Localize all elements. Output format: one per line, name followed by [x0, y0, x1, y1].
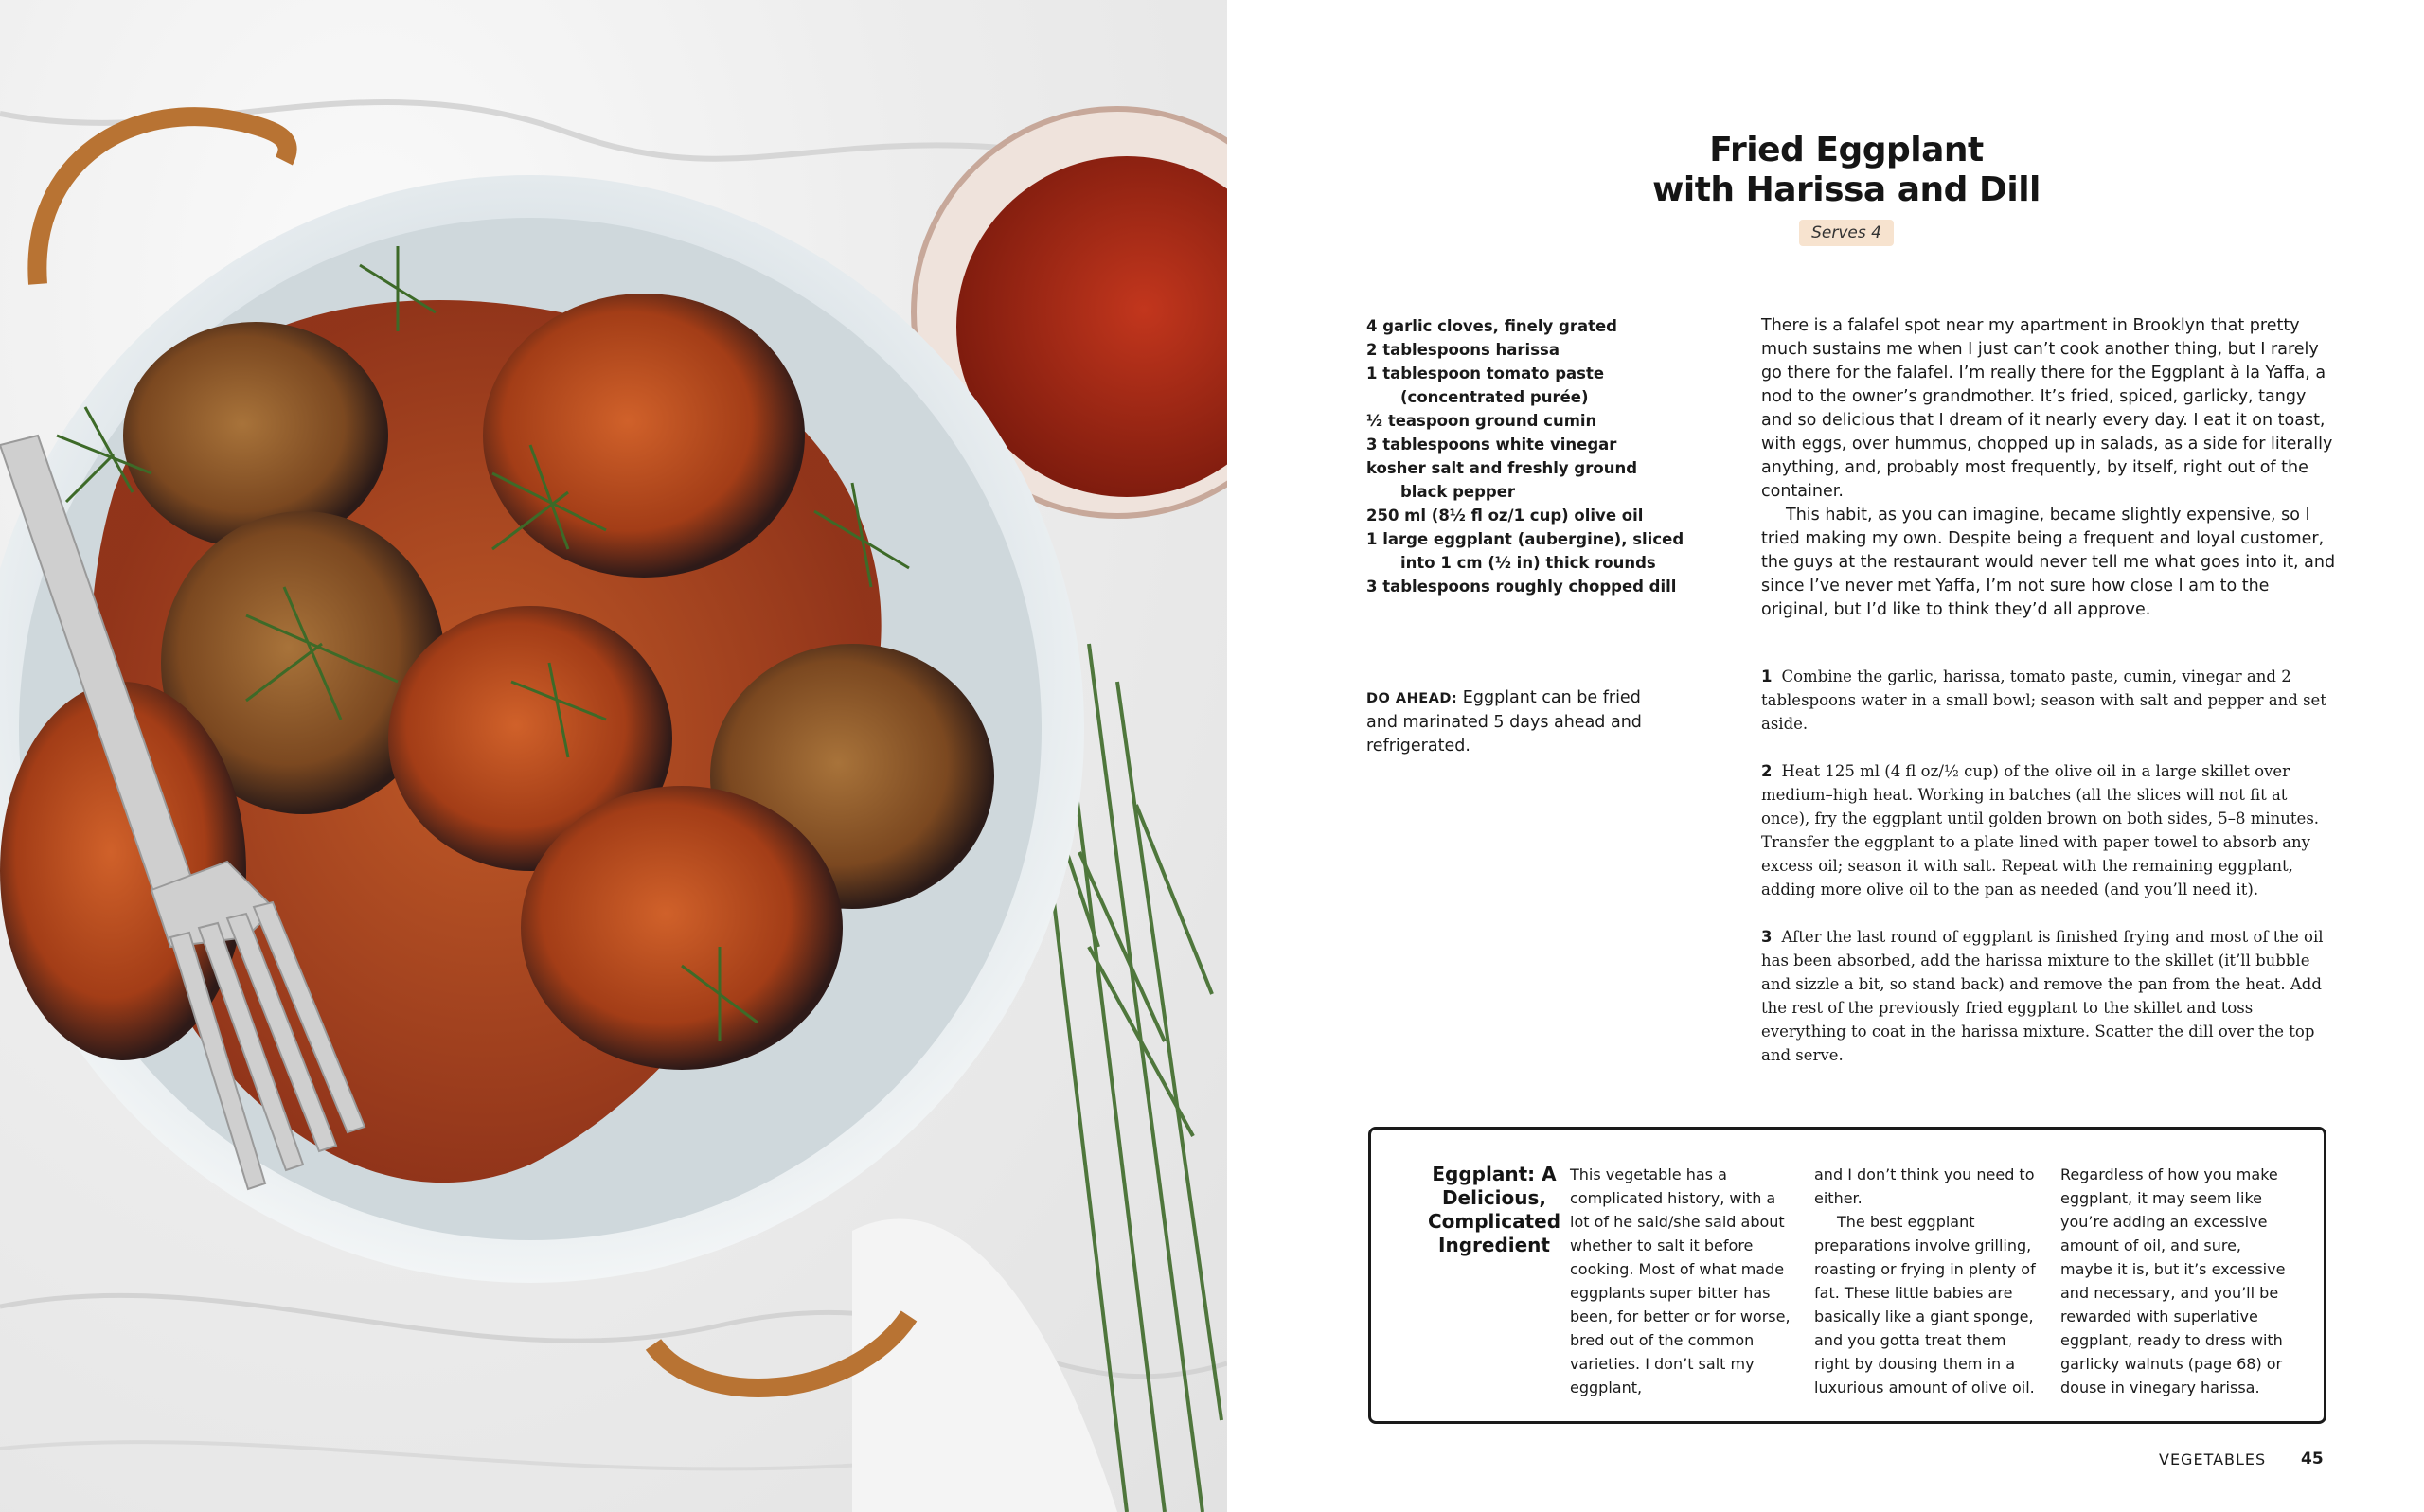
- ingredient-item: [1366, 338, 1707, 362]
- ingredient-item: [1366, 409, 1707, 433]
- sidebar-column-3: [2060, 1163, 2288, 1399]
- step-text: Combine the garlic, harissa, tomato paste, cumin, vinegar and 2 tablespoons water in a small bowl; season with salt and pepper and set aside.: [1761, 667, 2326, 733]
- recipe-title-line-1: Fried Eggplant: [1709, 131, 1984, 169]
- ingredient-item: [1366, 575, 1707, 598]
- ingredient-item: [1366, 362, 1707, 409]
- ingredient-text: 250 ml (8½ fl oz/1 cup) olive oil: [1366, 507, 1644, 525]
- ingredient-text: 1 tablespoon tomato paste: [1366, 365, 1605, 382]
- intro-paragraph-2: This habit, as you can imagine, became slightly expensive, so I tried making my own. Despite being a frequent and loyal customer, the guys at the restaurant would never tell me what goes into it, and since I’ve never met Yaffa, I’m not sure how close I am to the original, but I’d like to think they’d all approve.: [1761, 506, 2336, 619]
- ingredient-item: [1366, 504, 1707, 527]
- step-number: 3: [1761, 928, 1773, 946]
- recipe-title-line-2: with Harissa and Dill: [1652, 170, 2041, 209]
- sidebar-column-2: [1814, 1163, 2041, 1399]
- ingredient-item: [1366, 456, 1707, 504]
- sidebar-box: [1368, 1127, 2326, 1424]
- ingredient-text: 3 tablespoons white vinegar: [1366, 436, 1617, 454]
- recipe-intro: [1761, 314, 2339, 622]
- step-number: 2: [1761, 762, 1773, 780]
- sidebar-column-1: [1570, 1163, 1797, 1399]
- ingredient-text: 1 large eggplant (aubergine), sliced: [1366, 530, 1684, 548]
- method-steps: [1761, 665, 2334, 1091]
- method-step: [1761, 925, 2334, 1067]
- sidebar-text: and I don’t think you need to either.: [1814, 1165, 2035, 1207]
- ingredient-text: 4 garlic cloves, finely grated: [1366, 317, 1617, 335]
- serves-tag: Serves 4: [1799, 220, 1894, 246]
- ingredient-item: [1366, 527, 1707, 575]
- page-number: 45: [2301, 1450, 2324, 1468]
- recipe-title: [1515, 131, 2178, 210]
- ingredient-continuation: into 1 cm (½ in) thick rounds: [1400, 554, 1656, 572]
- ingredient-continuation: (concentrated purée): [1400, 388, 1589, 406]
- footer-section-name: VEGETABLES: [2159, 1450, 2267, 1468]
- do-ahead-label: DO AHEAD:: [1366, 691, 1458, 706]
- method-step: [1761, 665, 2334, 736]
- sidebar-title: Eggplant: A Delicious, Complicated Ingredient: [1427, 1163, 1561, 1256]
- ingredient-continuation: black pepper: [1400, 483, 1516, 501]
- ingredient-text: 3 tablespoons roughly chopped dill: [1366, 578, 1677, 596]
- ingredient-text: 2 tablespoons harissa: [1366, 341, 1560, 359]
- do-ahead-note: [1366, 686, 1669, 758]
- ingredient-item: [1366, 433, 1707, 456]
- ingredients-list: [1366, 314, 1707, 598]
- ingredient-text: ½ teaspoon ground cumin: [1366, 412, 1597, 430]
- step-number: 1: [1761, 667, 1773, 685]
- ingredient-text: kosher salt and freshly ground: [1366, 459, 1638, 477]
- sidebar-text: This vegetable has a complicated history, with a lot of he said/she said about whether to salt it before cooking. Most of what made eggplants super bitter has been, for better or for worse, bred out of the common varieties. I don’t salt my eggplant,: [1570, 1165, 1791, 1396]
- sidebar-text: The best eggplant preparations involve grilling, roasting or frying in plenty of fat. These little babies are basically like a giant sponge, and you gotta treat them right by dousing them in a luxurious amount of olive oil.: [1814, 1213, 2036, 1396]
- method-step: [1761, 759, 2334, 901]
- do-ahead-text: Eggplant can be fried and marinated 5 days ahead and refrigerated.: [1366, 688, 1642, 756]
- step-text: After the last round of eggplant is finished frying and most of the oil has been absorbed, add the harissa mixture to the skillet (it’ll bubble and sizzle a bit, so stand back) and remove the pan from the heat. Add the rest of the previously fried eggplant to the skillet and toss everything to coat in the harissa mixture. Scatter the dill over the top and serve.: [1761, 928, 2324, 1064]
- sidebar-text: Regardless of how you make eggplant, it may seem like you’re adding an excessive amount of oil, and sure, maybe it is, but it’s excessive and necessary, and you’ll be rewarded with superlative eggplant, ready to dress with garlicky walnuts (page 68) or douse in vinegary harissa.: [2060, 1165, 2286, 1396]
- ingredient-item: [1366, 314, 1707, 338]
- intro-paragraph-1: There is a falafel spot near my apartment in Brooklyn that pretty much sustains me when I just can’t cook another thing, but I rarely go there for the falafel. I’m really there for the Eggplant à la Yaffa, a nod to the owner’s grandmother. It’s fried, spiced, garlicky, tangy and so delicious that I dream of it nearly every day. I eat it on toast, with eggs, over hummus, chopped up in salads, as a side for literally anything, and, probably most frequently, by itself, right out of the container.: [1761, 316, 2333, 501]
- step-text: Heat 125 ml (4 fl oz/½ cup) of the olive oil in a large skillet over medium–high heat. Working in batches (all the slices will not fit at once), fry the eggplant until golden brown on both sides, 5–8 minutes. Transfer the eggplant to a plate lined with paper towel to absorb any excess oil; season it with salt. Repeat with the remaining eggplant, adding more olive oil to the pan as needed (and you’ll need it).: [1761, 762, 2320, 898]
